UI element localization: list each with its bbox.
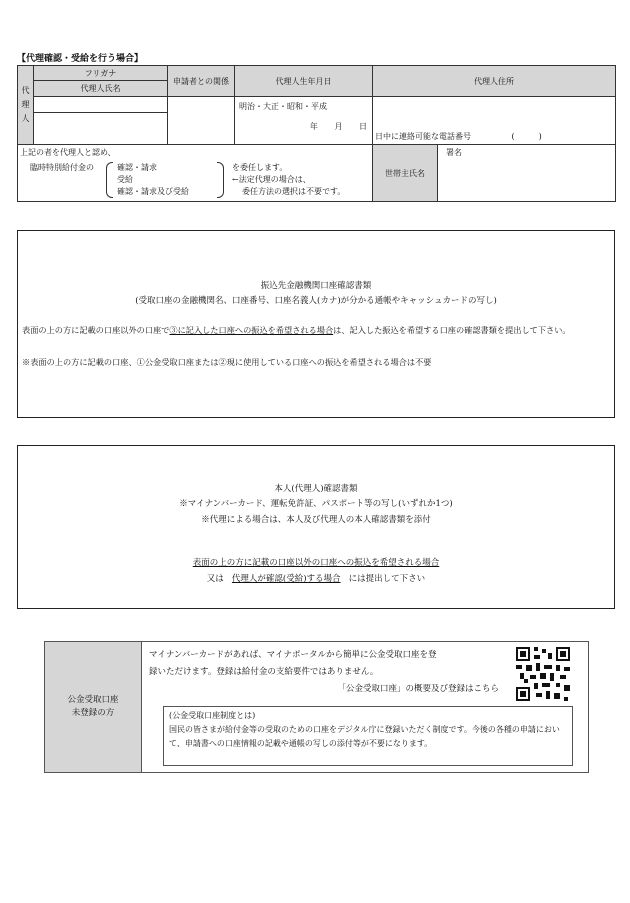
option-confirm-request[interactable]: 確認・請求 <box>117 163 157 172</box>
option-receive[interactable]: 受給 <box>117 175 133 184</box>
phone-parens: ( ) <box>511 132 542 141</box>
era-options: 明治・大正・昭和・平成 <box>239 102 327 111</box>
id-docs-cond2-line: 又は 代理人が確認(受給)する場合 には提出して下さい <box>206 574 426 584</box>
bank-docs-subtitle: (受取口座の金融機関名、口座番号、口座名義人(カナ)が分かる通帳やキャッシュカードの写し) <box>135 296 497 306</box>
agent-side-label: 代 理 人 <box>18 66 34 145</box>
signature-field[interactable] <box>438 145 615 201</box>
left-brace <box>106 162 113 198</box>
delegation-cell <box>18 145 373 202</box>
birthdate-field[interactable] <box>235 97 373 145</box>
registration-link[interactable]: 「公金受取口座」の概要及び登録はこちら <box>337 684 499 694</box>
registration-box <box>44 641 589 773</box>
delegation-line1: 上記の者を代理人と認め、 <box>20 148 116 157</box>
agent-name-field[interactable] <box>34 113 168 145</box>
address-header: 代理人住所 <box>373 66 616 97</box>
right-brace <box>217 162 224 198</box>
delegation-options[interactable] <box>117 162 189 198</box>
agent-table <box>17 65 616 202</box>
registration-label: 公金受取口座 未登録の方 <box>45 642 142 772</box>
id-docs-cond1: 表面の上の方に記載の口座以外の口座への振込を希望される場合 <box>192 558 440 568</box>
id-docs-line1: ※マイナンバーカード、運転免許証、パスポート等の写し(いずれか1つ) <box>179 499 453 509</box>
relation-field[interactable] <box>168 97 235 145</box>
date-units: 年 月 日 <box>309 122 367 131</box>
option-both[interactable]: 確認・請求及び受給 <box>117 187 189 196</box>
phone-label: 日中に連絡可能な電話番号 <box>375 132 471 141</box>
id-docs-line2: ※代理による場合は、本人及び代理人の本人確認書類を添付 <box>201 515 431 525</box>
section-title: 【代理確認・受給を行う場合】 <box>17 54 144 64</box>
head-of-household-label: 世帯主氏名 <box>373 145 438 201</box>
id-docs-box <box>17 445 615 609</box>
furigana-header: フリガナ <box>34 66 168 81</box>
signature-label: 署名 <box>446 148 462 157</box>
bank-docs-box <box>17 230 615 418</box>
qr-code-icon[interactable] <box>516 647 570 701</box>
bank-docs-body: 表面の上の方に記載の口座以外の口座で③に記入した口座への振込を希望される場合は、記入した振込を希望する口座の確認書類を提出して下さい。 <box>22 325 571 335</box>
birthdate-header: 代理人生年月日 <box>235 66 373 97</box>
delegation-line2: 臨時特別給付金の <box>30 163 94 172</box>
relation-header: 申請者との関係 <box>168 66 235 97</box>
bank-docs-note: ※表面の上の方に記載の口座、①公金受取口座または②現に使用している口座への振込を希望される場合は不要 <box>22 357 432 367</box>
registration-text: マイナンバーカードがあれば、マイナポータルから簡単に公金受取口座を登 録いただけます。登録は給付金の支給要件ではありません。 「公金受取口座」の概要及び登録はこちら <box>149 647 509 698</box>
head-of-household-cell <box>373 145 616 202</box>
registration-note: (公金受取口座制度とは) 国民の皆さまが給付金等の受取のための口座をデジタル庁に登録いただく制度です。今後の各種の申請において、申請書への口座情報の記載や通帳の写しの添付等が不要になります。 <box>163 706 573 766</box>
id-docs-title: 本人(代理人)確認書類 <box>274 484 358 494</box>
furigana-field[interactable] <box>34 97 168 113</box>
address-field[interactable] <box>373 97 616 145</box>
bank-docs-title: 振込先金融機関口座確認書類 <box>260 281 372 291</box>
agent-name-header: 代理人氏名 <box>34 81 168 97</box>
delegation-suffix: を委任します。 ←法定代理の場合は、 委任方法の選択は不要です。 <box>232 163 346 196</box>
